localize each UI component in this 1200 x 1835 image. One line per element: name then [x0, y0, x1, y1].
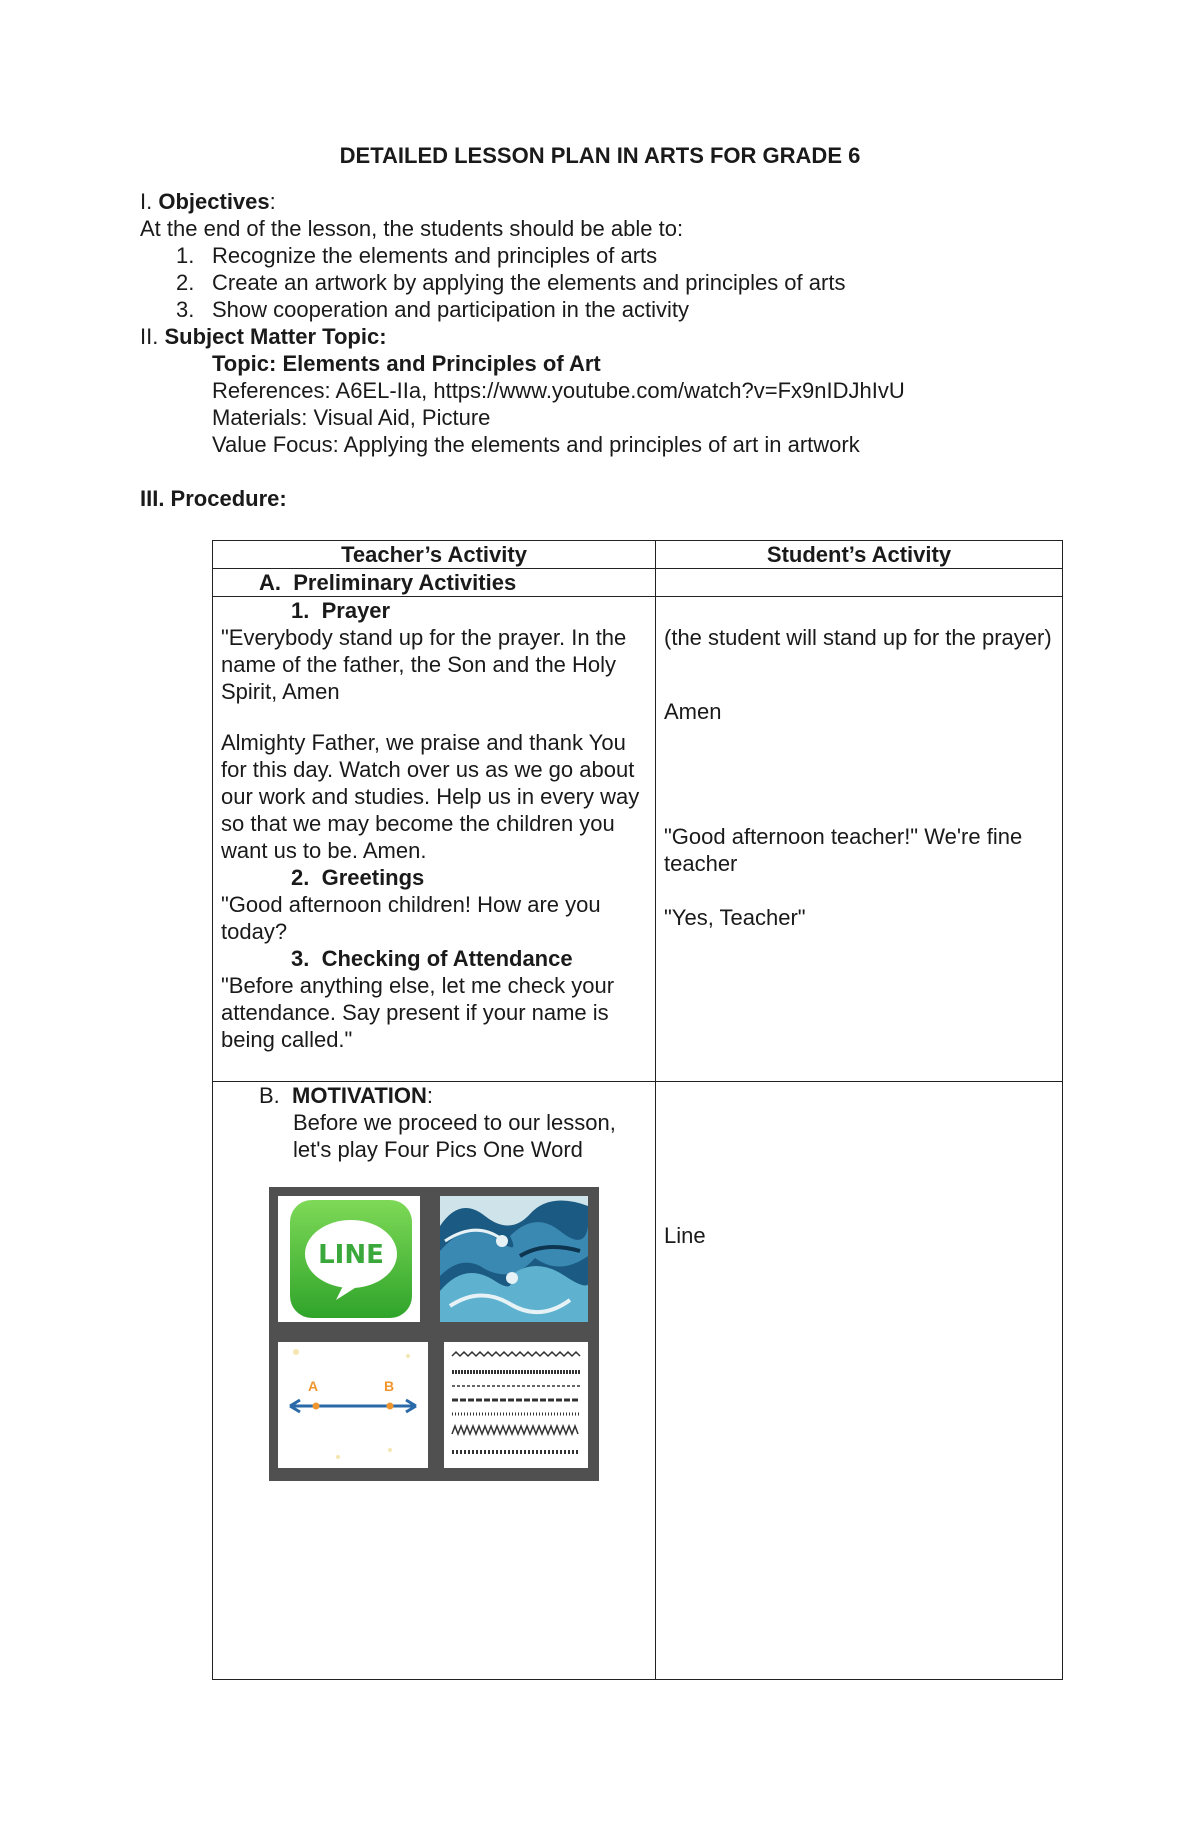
- teacher-activity-header: Teacher’s Activity: [213, 541, 656, 569]
- prayer-teacher-text-2: Almighty Father, we praise and thank You for this day. Watch over us as we go about our work and studies. Help us in every way so that we may become the children you want us to be. Amen.: [221, 730, 640, 863]
- greetings-teacher-text: "Good afternoon children! How are you today?: [221, 892, 601, 944]
- prayer-heading: 1. Prayer: [291, 598, 391, 623]
- objective-number: 1.: [176, 243, 195, 268]
- procedure-heading: III. Procedure:: [140, 486, 287, 511]
- prayer-teacher-text: "Everybody stand up for the prayer. In the name of the father, the Son and the Holy Spirit, Amen: [221, 625, 627, 704]
- attendance-heading: 3. Checking of Attendance: [291, 946, 573, 971]
- line-logo-tile: [278, 1196, 420, 1322]
- table-header-row: [213, 541, 1063, 569]
- waves-tile: [440, 1196, 588, 1322]
- line-logo-text: LINE: [318, 1240, 384, 1270]
- prayer-student-text: (the student will stand up for the prayer): [664, 625, 1052, 650]
- line-types-diagram: [444, 1342, 588, 1468]
- objectives-heading: I. Objectives:: [140, 189, 276, 214]
- point-a-label: A: [308, 1378, 319, 1394]
- subject-materials: Materials: Visual Aid, Picture: [212, 405, 491, 430]
- line-types-tile: [444, 1342, 588, 1468]
- prayer-student-amen: Amen: [664, 699, 722, 724]
- objective-item: Create an artwork by applying the elements and principles of arts: [212, 270, 846, 295]
- table-row: [213, 569, 1063, 597]
- motivation-student-answer: Line: [664, 1223, 706, 1248]
- subject-matter-heading: II. Subject Matter Topic:: [140, 324, 387, 349]
- objective-item: Recognize the elements and principles of arts: [212, 243, 658, 268]
- empty-cell: [656, 569, 1063, 597]
- waves-pattern-icon: [440, 1196, 588, 1322]
- point-b-label: B: [384, 1378, 395, 1394]
- preliminary-student-cell: [656, 597, 1063, 1082]
- student-activity-header: Student’s Activity: [656, 541, 1063, 569]
- subject-topic: Topic: Elements and Principles of Art: [212, 351, 601, 376]
- objective-item: Show cooperation and participation in the activity: [212, 297, 689, 322]
- objectives-intro: At the end of the lesson, the students should be able to:: [140, 216, 684, 241]
- objective-number: 2.: [176, 270, 195, 295]
- line-segment-tile: [278, 1342, 428, 1468]
- preliminary-activities-cell: [213, 569, 656, 597]
- motivation-student-cell: [656, 1082, 1063, 1680]
- objective-number: 3.: [176, 297, 195, 322]
- table-row: [213, 597, 1063, 1082]
- procedure-table: [212, 540, 1063, 1680]
- motivation-teacher-cell: [213, 1082, 656, 1680]
- preliminary-activities-heading: A. Preliminary Activities: [259, 570, 517, 595]
- subject-value-focus: Value Focus: Applying the elements and principles of art in artwork: [212, 432, 860, 457]
- greetings-heading: 2. Greetings: [291, 865, 425, 890]
- document-title: DETAILED LESSON PLAN IN ARTS FOR GRADE 6: [339, 143, 861, 168]
- attendance-student-text: "Yes, Teacher": [664, 905, 806, 930]
- four-pics-one-word-image: [269, 1187, 599, 1481]
- motivation-text: Before we proceed to our lesson, let's play Four Pics One Word: [293, 1110, 616, 1162]
- preliminary-teacher-cell: [213, 597, 656, 1082]
- attendance-teacher-text: "Before anything else, let me check your attendance. Say present if your name is being called.": [221, 973, 615, 1052]
- line-segment-diagram: [278, 1342, 428, 1468]
- table-row: [213, 1082, 1063, 1680]
- greetings-student-text: "Good afternoon teacher!" We're fine teacher: [664, 824, 1023, 876]
- subject-references: References: A6EL-IIa, https://www.youtube.com/watch?v=Fx9nIDJhIvU: [212, 378, 905, 403]
- motivation-heading: B. MOTIVATION:: [259, 1083, 433, 1108]
